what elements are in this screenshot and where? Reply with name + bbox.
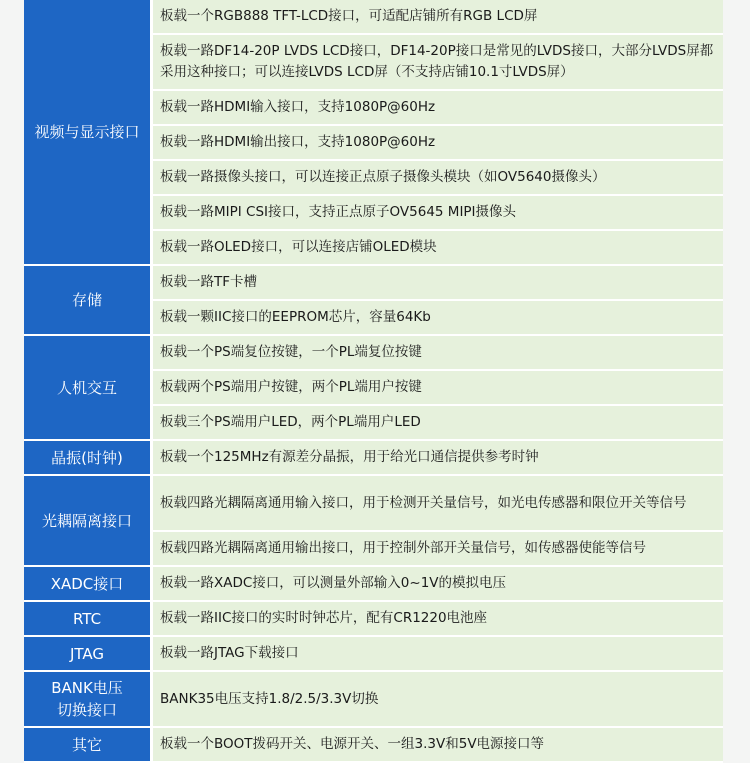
category-label: BANK电压 切换接口 (51, 679, 123, 719)
category-cell (24, 0, 153, 266)
table-row (24, 441, 723, 476)
table-row (24, 476, 723, 532)
category-label: 晶振(时钟) (51, 448, 123, 467)
item-cell: 板载一路IIC接口的实时时钟芯片，配有CR1220电池座 (153, 602, 723, 637)
category-label: JTAG (69, 644, 105, 663)
category-label: XADC接口 (50, 574, 124, 593)
table-row (24, 567, 723, 602)
item-cell: 板载一路MIPI CSI接口，支持正点原子OV5645 MIPI摄像头 (153, 196, 723, 231)
item-cell: 板载四路光耦隔离通用输出接口，用于控制外部开关量信号，如传感器使能等信号 (153, 532, 723, 567)
item-cell: 板载一个125MHz有源差分晶振，用于给光口通信提供参考时钟 (153, 441, 723, 476)
table-row (24, 336, 723, 371)
category-label: 视频与显示接口 (34, 123, 140, 141)
category-cell (24, 441, 153, 476)
category-cell (24, 728, 153, 763)
table-row (24, 672, 723, 728)
table-row (24, 602, 723, 637)
spec-table (24, 0, 723, 763)
item-cell: BANK35电压支持1.8/2.5/3.3V切换 (153, 672, 723, 728)
item-cell: 板载一路摄像头接口，可以连接正点原子摄像头模块（如OV5640摄像头） (153, 161, 723, 196)
item-cell: 板载一路HDMI输入接口，支持1080P@60Hz (153, 91, 723, 126)
category-cell (24, 567, 153, 602)
category-label: 其它 (71, 735, 102, 754)
item-cell: 板载一颗IIC接口的EEPROM芯片，容量64Kb (153, 301, 723, 336)
category-cell (24, 266, 153, 336)
item-cell: 板载一路JTAG下载接口 (153, 637, 723, 672)
item-cell: 板载一个RGB888 TFT-LCD接口，可适配店铺所有RGB LCD屏 (153, 0, 723, 35)
table-row (24, 728, 723, 763)
item-cell: 板载四路光耦隔离通用输入接口，用于检测开关量信号，如光电传感器和限位开关等信号 (153, 476, 723, 532)
table-row (24, 266, 723, 301)
category-cell (24, 672, 153, 728)
category-label: 存储 (71, 291, 102, 309)
category-label: 人机交互 (56, 378, 117, 397)
item-cell: 板载两个PS端用户按键，两个PL端用户按键 (153, 371, 723, 406)
category-cell (24, 476, 153, 567)
item-cell: 板载一个BOOT拨码开关、电源开关、一组3.3V和5V电源接口等 (153, 728, 723, 763)
category-cell (24, 336, 153, 441)
item-cell: 板载一路XADC接口，可以测量外部输入0~1V的模拟电压 (153, 567, 723, 602)
category-cell (24, 602, 153, 637)
item-cell: 板载一路TF卡槽 (153, 266, 723, 301)
item-cell: 板载三个PS端用户LED，两个PL端用户LED (153, 406, 723, 441)
table-row (24, 637, 723, 672)
category-cell (24, 637, 153, 672)
item-cell: 板载一路HDMI输出接口，支持1080P@60Hz (153, 126, 723, 161)
item-cell: 板载一路OLED接口，可以连接店铺OLED模块 (153, 231, 723, 266)
category-label: 光耦隔离接口 (41, 511, 132, 530)
item-cell: 板载一个PS端复位按键，一个PL端复位按键 (153, 336, 723, 371)
category-label: RTC (72, 609, 102, 628)
item-cell: 板载一路DF14-20P LVDS LCD接口，DF14-20P接口是常见的LVDS接口，大部分LVDS屏都采用这种接口；可以连接LVDS LCD屏（不支持店铺10.1寸LVDS屏） (153, 35, 723, 91)
table-row (24, 0, 723, 35)
